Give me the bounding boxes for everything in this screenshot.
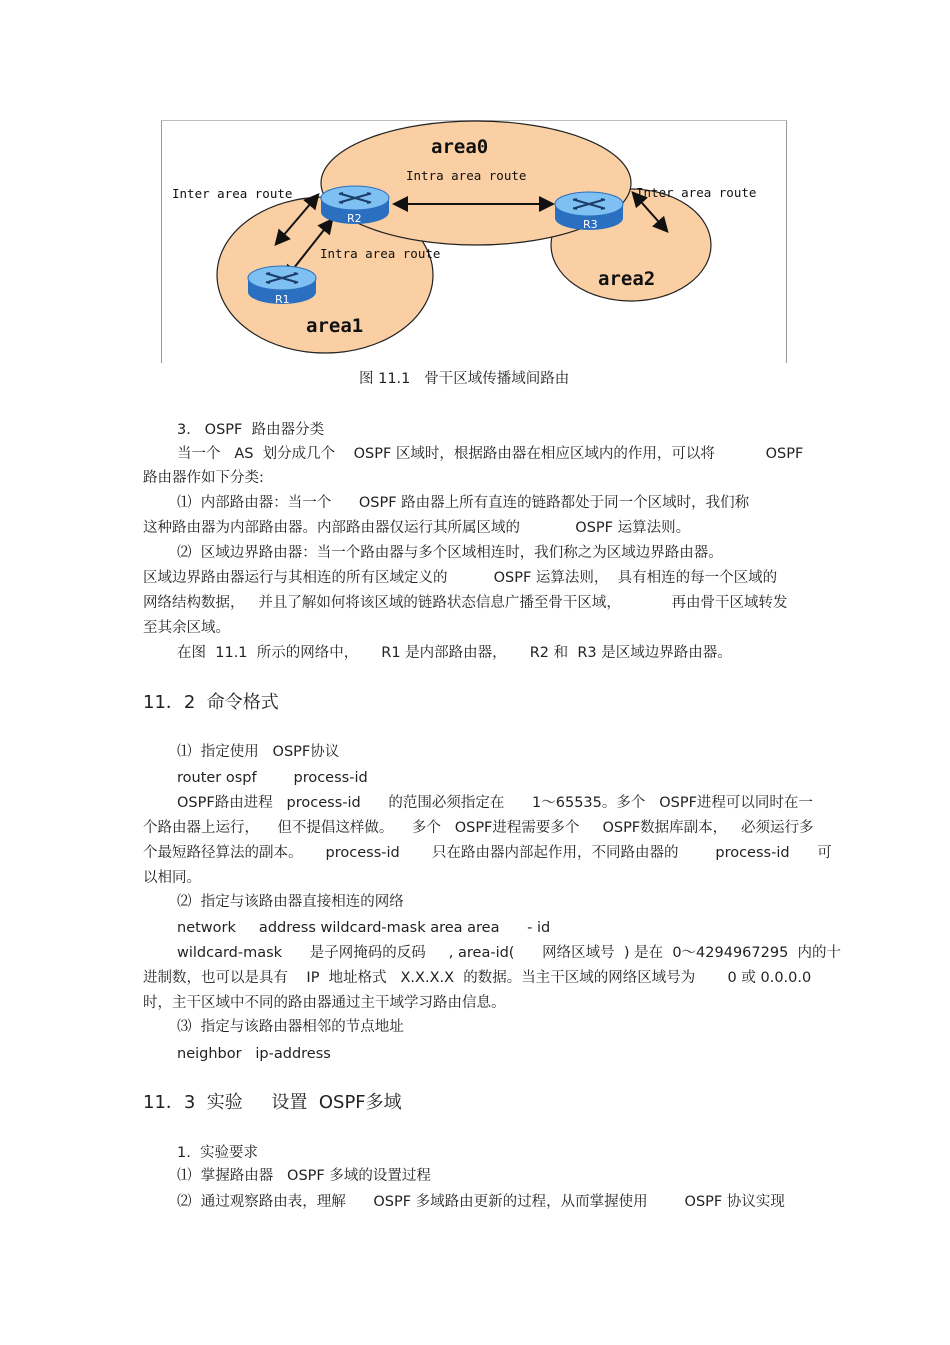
area2-label: area2 — [598, 268, 656, 290]
s112-item1-desc1: OSPF路由进程 process-id 的范围必须指定在 1～65535。多个 OSPF进程可以同时在一 — [177, 795, 813, 811]
section3-p3-line1: ⑵ 区域边界路由器：当一个路由器与多个区域相连时，我们称之为区域边界路由器。 — [177, 545, 723, 561]
s112-item1-desc2: 个路由器上运行， 但不提倡这样做。 多个 OSPF进程需要多个 OSPF数据库副本， 必须运行多 — [143, 820, 814, 836]
s112-item2-desc3: 时，主干区域中不同的路由器通过主干域学习路由信息。 — [143, 995, 506, 1011]
area0-label: area0 — [431, 136, 489, 158]
s112-item2: ⑵ 指定与该路由器直接相连的网络 — [177, 894, 404, 910]
router-r1-label: R1 — [275, 293, 290, 306]
section3-heading: 3. OSPF 路由器分类 — [177, 422, 325, 438]
section3-p2-line2: 这种路由器为内部路由器。内部路由器仅运行其所属区域的 OSPF 运算法则。 — [143, 520, 691, 536]
section3-p3-line3: 网络结构数据， 并且了解如何将该区域的链路状态信息广播至骨干区域， 再由骨干区域转发 — [143, 595, 788, 611]
s112-item2-desc2: 进制数，也可以是具有 IP 地址格式 X.X.X.X 的数据。当主干区域的网络区域号为 0 或 0.0.0.0 — [143, 970, 812, 986]
s112-item2-command: network address wildcard-mask area area - id — [177, 920, 551, 936]
section11-3-heading: 11．3 实验 设置 OSPF多域 — [143, 1092, 402, 1113]
ospf-area-diagram — [161, 120, 787, 363]
s113-req1: ⑴ 掌握路由器 OSPF 多域的设置过程 — [177, 1168, 431, 1184]
s112-item2-desc1: wildcard-mask 是子网掩码的反码 , area-id( 网络区域号 ) 是在 0～4294967295 内的十 — [177, 945, 842, 961]
section3-p1-line1: 当一个 AS 划分成几个 OSPF 区域时，根据路由器在相应区域内的作用，可以将 OSPF — [177, 446, 804, 462]
s112-item1: ⑴ 指定使用 OSPF协议 — [177, 744, 340, 760]
s112-item1-desc3: 个最短路径算法的副本。 process-id 只在路由器内部起作用，不同路由器的 process-id 可 — [143, 845, 832, 861]
s112-item3: ⑶ 指定与该路由器相邻的节点地址 — [177, 1019, 404, 1035]
section3-p3-line4: 至其余区域。 — [143, 620, 230, 636]
section3-p1-line2: 路由器作如下分类: — [143, 470, 264, 486]
inter-route-label-left: Inter area route — [172, 186, 293, 201]
section3-p4-line1: 在图 11.1 所示的网络中， R1 是内部路由器， R2 和 R3 是区域边界路由器。 — [177, 645, 732, 661]
s113-subheading: 1. 实验要求 — [177, 1145, 259, 1161]
router-r2-label: R2 — [347, 212, 362, 225]
section11-2-heading: 11．2 命令格式 — [143, 692, 279, 713]
s112-item3-command: neighbor ip-address — [177, 1046, 331, 1062]
s113-req2: ⑵ 通过观察路由表，理解 OSPF 多域路由更新的过程，从而掌握使用 OSPF 协议实现 — [177, 1194, 785, 1210]
section3-p3-line2: 区域边界路由器运行与其相连的所有区域定义的 OSPF 运算法则， 具有相连的每一个区域的 — [143, 570, 778, 586]
s112-item1-command: router ospf process-id — [177, 770, 368, 786]
section3-p2-line1: ⑴ 内部路由器：当一个 OSPF 路由器上所有直连的链路都处于同一个区域时，我们称 — [177, 495, 750, 511]
router-r3-label: R3 — [583, 218, 598, 231]
area1-label: area1 — [306, 315, 364, 337]
intra-route-label-top: Intra area route — [406, 168, 527, 183]
s112-item1-desc4: 以相同。 — [143, 870, 201, 886]
figure-caption: 图 11.1 骨干区域传播域间路由 — [359, 371, 570, 387]
inter-route-label-right: Inter area route — [636, 185, 757, 200]
intra-route-label-left: Intra area route — [320, 246, 441, 261]
